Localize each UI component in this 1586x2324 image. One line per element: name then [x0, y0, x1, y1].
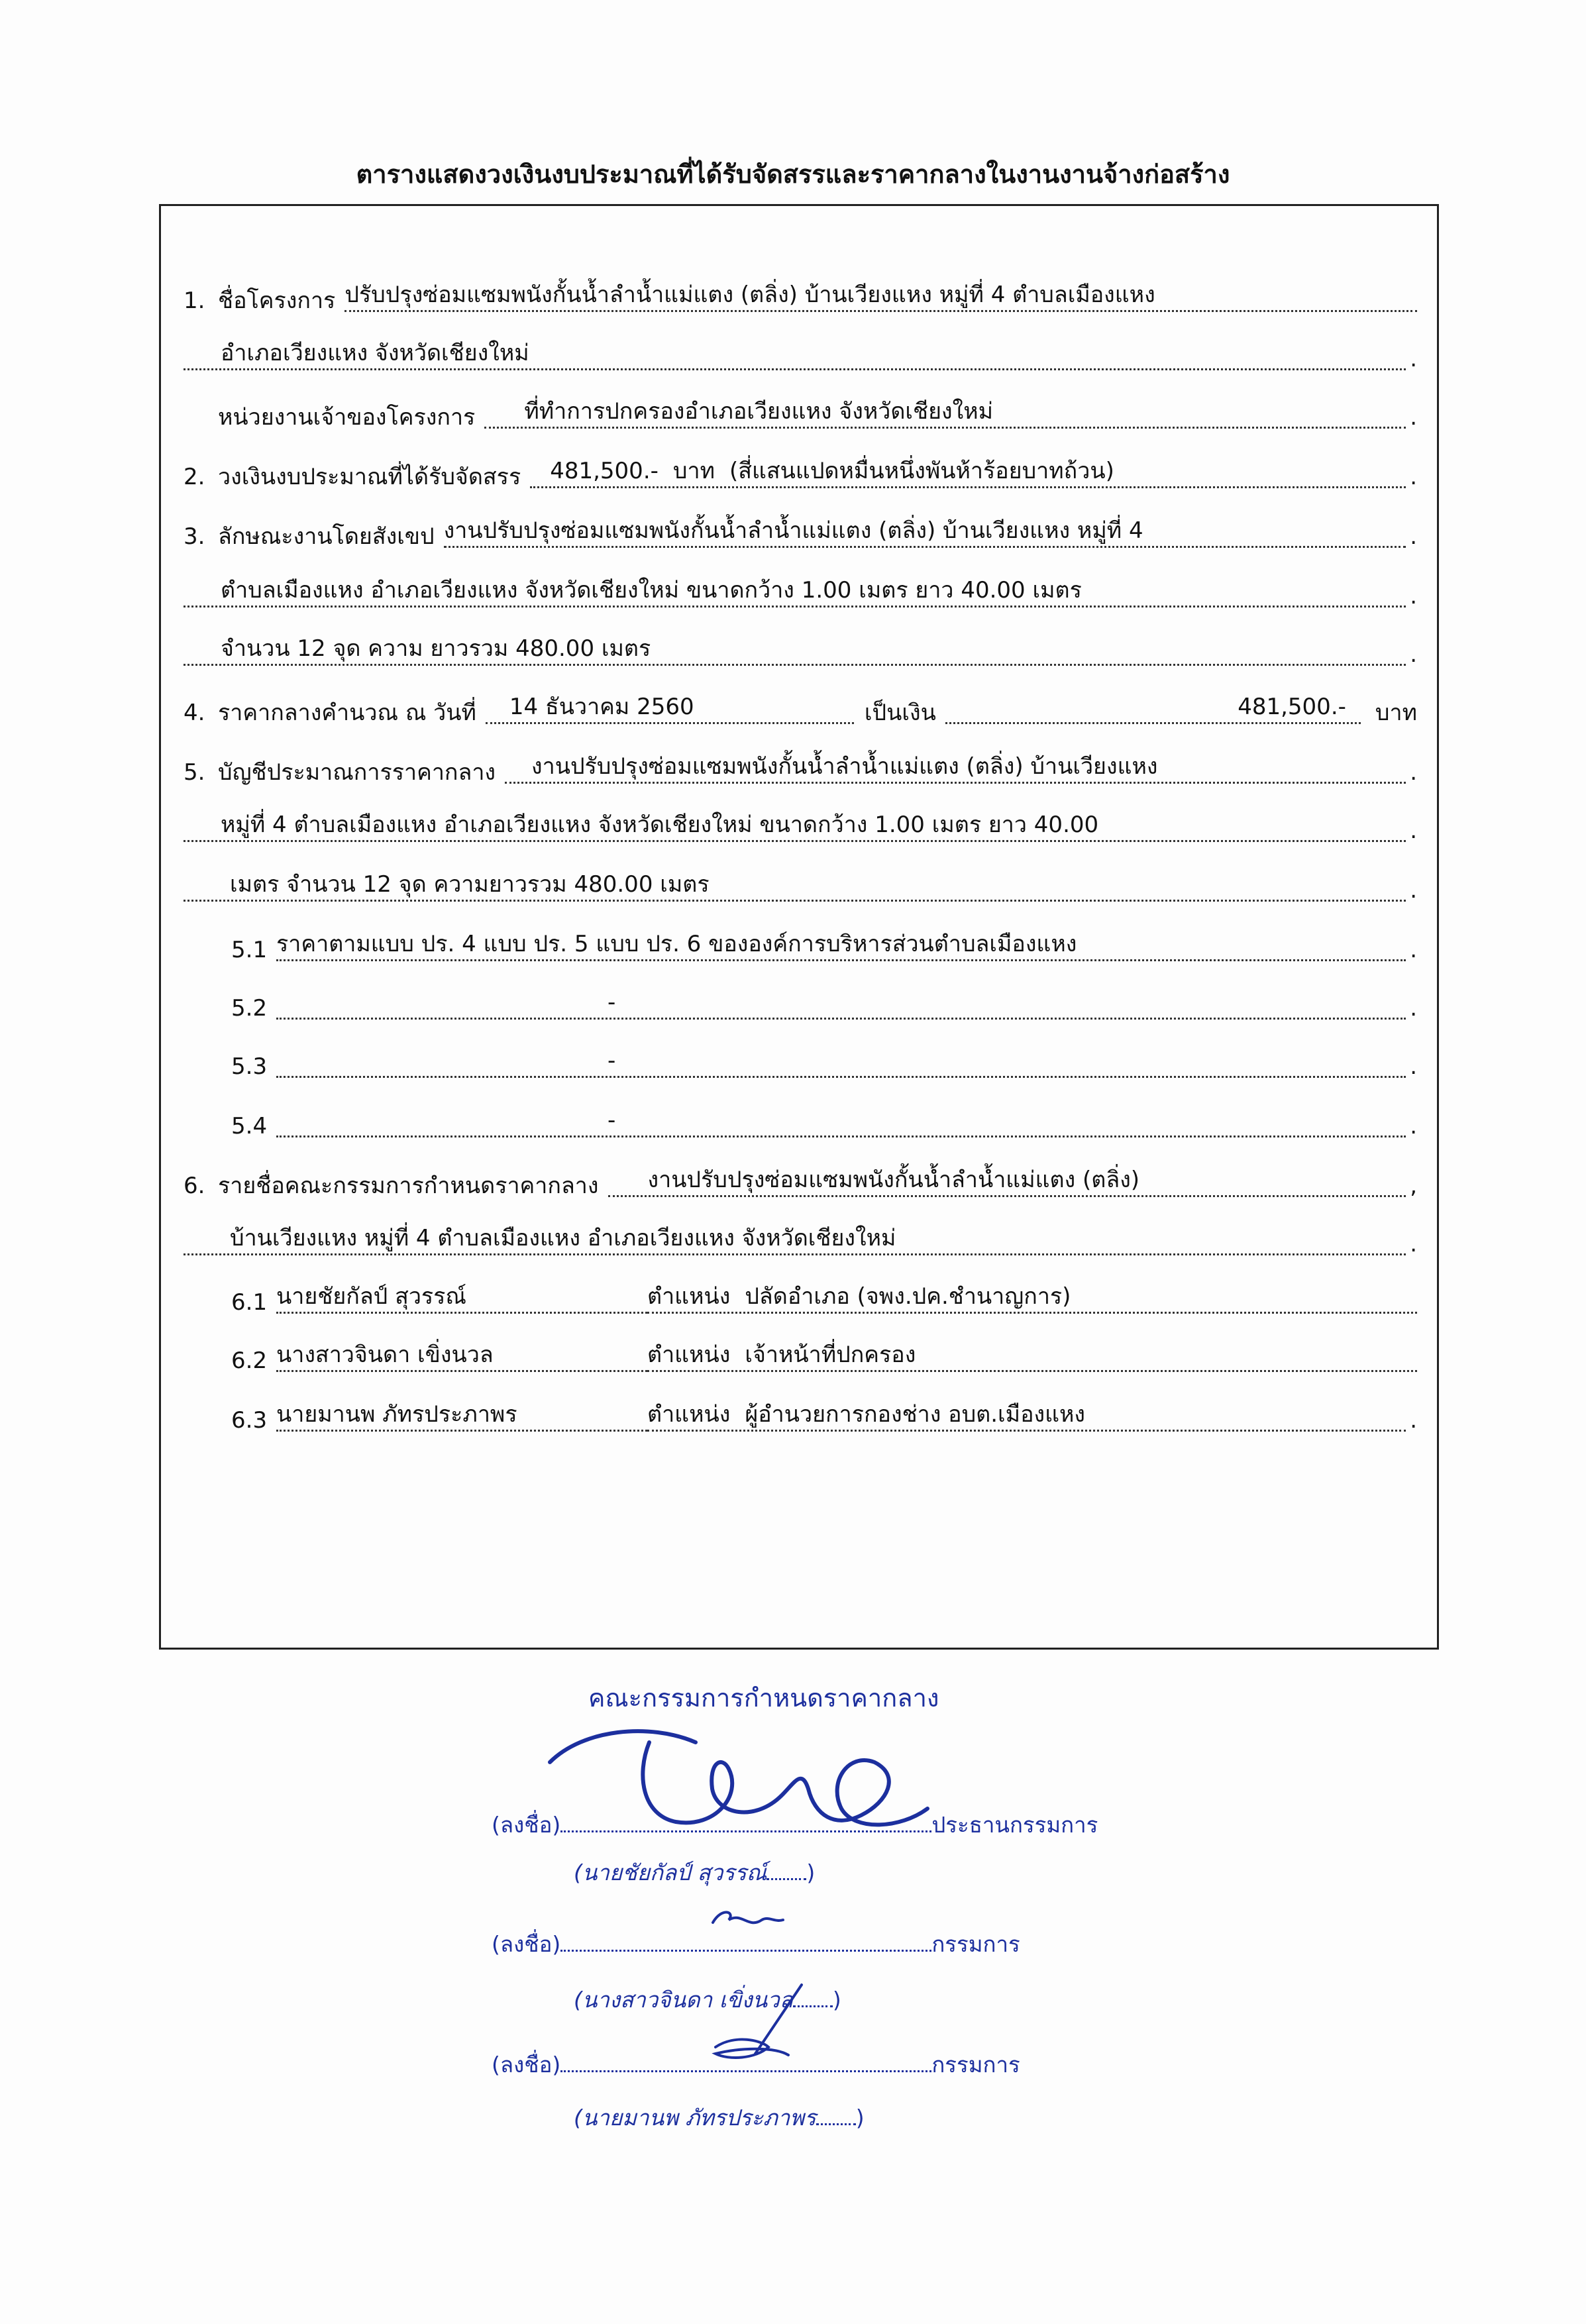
- member-position: ผู้อำนวยการกองช่าง อบต.เมืองแหง: [745, 1401, 1086, 1428]
- owner-field: ที่ทำการปกครองอำเภอเวียงแหง จังหวัดเชียงใหม่: [484, 400, 1406, 429]
- item6-row-2: บ้านเวียงแหง หมู่ที่ 4 ตำบลเมืองแหง อำเภอเวียงแหง จังหวัดเชียงใหม่ .: [184, 1216, 1417, 1255]
- item5-row: 5. บัญชีประมาณการราคากลาง งานปรับปรุงซ่อมแซมพนังกั้นน้ำลำน้ำแม่แตง (ตลิ่ง) บ้านเวียงแหง .: [184, 753, 1417, 786]
- sub-item-number: 6.3: [231, 1407, 268, 1434]
- project-name-field-cont: อำเภอเวียงแหง จังหวัดเชียงใหม่: [184, 342, 1406, 370]
- member-row: 6.3 นายมานพ ภัทรประภาพร ตำแหน่ง ผู้อำนวยการกองช่าง อบต.เมืองแหง .: [231, 1401, 1417, 1434]
- item1-row-2: อำเภอเวียงแหง จังหวัดเชียงใหม่ .: [184, 331, 1417, 370]
- bill-of-quantities-label: บัญชีประมาณการราคากลาง: [218, 759, 496, 786]
- item-number: 5.: [184, 759, 205, 786]
- sub-item-5-3: 5.3 - .: [231, 1047, 1417, 1080]
- item-number: 4.: [184, 700, 205, 726]
- member-name: นายชัยกัลป์ สุวรรณ์: [276, 1283, 466, 1310]
- item5-row-2: หมู่ที่ 4 ตำบลเมืองแหง อำเภอเวียงแหง จังหวัดเชียงใหม่ ขนาดกว้าง 1.00 เมตร ยาว 40.00 .: [184, 802, 1417, 842]
- position-label: ตำแหน่ง: [647, 1283, 731, 1310]
- median-price-unit: บาท: [1375, 700, 1417, 726]
- item-number: 1.: [184, 288, 205, 314]
- owner-label: หน่วยงานเจ้าของโครงการ: [218, 404, 476, 431]
- description-field: งานปรับปรุงซ่อมแซมพนังกั้นน้ำลำน้ำแม่แตง (ตลิ่ง) บ้านเวียงแหง หมู่ที่ 4: [444, 519, 1406, 548]
- owner-row: หน่วยงานเจ้าของโครงการ ที่ทำการปกครองอำเภอเวียงแหง จังหวัดเชียงใหม่ .: [218, 398, 1417, 431]
- member-1-name: (นางสาวจินดา เขิ่งนวล: [574, 1987, 793, 2013]
- median-price-date-label: ราคากลางคำนวณ ณ วันที่: [218, 700, 476, 726]
- member-role: กรรมการ: [931, 2052, 1020, 2078]
- project-name-label: ชื่อโครงการ: [218, 288, 336, 314]
- member-name: นายมานพ ภัทรประภาพร: [276, 1401, 517, 1428]
- item1-row: [184, 272, 1417, 312]
- signature-line-chair: [492, 1807, 1098, 1842]
- chair-name: (นายชัยกัลป์ สุวรรณ์: [574, 1860, 767, 1885]
- committee-heading: คณะกรรมการกำหนดราคากลาง: [588, 1683, 939, 1713]
- item5-row-3: เมตร จำนวน 12 จุด ความยาวรวม 480.00 เมตร .: [184, 862, 1417, 902]
- member-row: [231, 1274, 1417, 1314]
- sub-item-number: 5.2: [231, 995, 268, 1022]
- money-label: เป็นเงิน: [864, 700, 936, 726]
- signature-name-chair: (นายชัยกัลป์ สุวรรณ์ ): [574, 1860, 816, 1885]
- description-label: ลักษณะงานโดยสังเขป: [218, 523, 435, 550]
- sub-item-5-4: 5.4 - .: [231, 1107, 1417, 1139]
- sign-label: (ลงชื่อ): [492, 1812, 561, 1838]
- sub-item-5-2: 5.2 - .: [231, 989, 1417, 1022]
- budget-field: [530, 460, 1406, 488]
- member-role: กรรมการ: [931, 1931, 1020, 1957]
- sub-item-number: 5.1: [231, 937, 268, 963]
- sub-item-5-1: 5.1 ราคาตามแบบ ปร. 4 แบบ ปร. 5 แบบ ปร. 6 ขององค์การบริหารส่วนตำบลเมืองแหง .: [231, 931, 1417, 963]
- item6-row: 6. รายชื่อคณะกรรมการกำหนดราคากลาง งานปรับปรุงซ่อมแซมพนังกั้นน้ำลำน้ำแม่แตง (ตลิ่ง) ,: [184, 1167, 1417, 1199]
- budget-amount: 481,500.-: [550, 458, 659, 484]
- committee-label: รายชื่อคณะกรรมการกำหนดราคากลาง: [218, 1173, 599, 1199]
- sign-label: (ลงชื่อ): [492, 1931, 561, 1957]
- bill-of-quantities-field-cont: หมู่ที่ 4 ตำบลเมืองแหง อำเภอเวียงแหง จังหวัดเชียงใหม่ ขนาดกว้าง 1.00 เมตร ยาว 40.00: [184, 814, 1406, 842]
- description-field-cont: ตำบลเมืองแหง อำเภอเวียงแหง จังหวัดเชียงใหม่ ขนาดกว้าง 1.00 เมตร ยาว 40.00 เมตร: [184, 579, 1406, 607]
- committee-field: งานปรับปรุงซ่อมแซมพนังกั้นน้ำลำน้ำแม่แตง (ตลิ่ง): [608, 1169, 1406, 1197]
- chair-role: ประธานกรรมการ: [931, 1812, 1098, 1838]
- item-number: 2.: [184, 464, 205, 490]
- median-price-date-field: 14 ธันวาคม 2560: [486, 696, 854, 724]
- sub-item-number: 6.2: [231, 1347, 268, 1374]
- member-position: ปลัดอำเภอ (จพง.ปค.ชำนาญการ): [745, 1283, 1071, 1310]
- project-name-field: ปรับปรุงซ่อมแซมพนังกั้นน้ำลำน้ำแม่แตง (ตลิ่ง) บ้านเวียงแหง หมู่ที่ 4 ตำบลเมืองแหง: [344, 284, 1417, 312]
- member-position: เจ้าหน้าที่ปกครอง: [745, 1342, 916, 1368]
- document-table-frame: [159, 204, 1439, 1650]
- sub-item-number: 5.4: [231, 1113, 268, 1139]
- sign-label: (ลงชื่อ): [492, 2052, 561, 2078]
- sub-item-number: 6.1: [231, 1289, 268, 1316]
- item3-row-3: จำนวน 12 จุด ความ ยาวรวม 480.00 เมตร .: [184, 626, 1417, 666]
- median-price-amount-field: 481,500.-: [945, 696, 1361, 724]
- position-label: ตำแหน่ง: [647, 1342, 731, 1368]
- member-name: นางสาวจินดา เขิ่งนวล: [276, 1342, 494, 1368]
- member-2-name: (นายมานพ ภัทรประภาพร: [574, 2105, 816, 2131]
- signature-line-member-1: [492, 1927, 1020, 1962]
- page-title: ตารางแสดงวงเงินงบประมาณที่ได้รับจัดสรรและราคากลางในงานงานจ้างก่อสร้าง: [356, 160, 1230, 189]
- item-number: 3.: [184, 523, 205, 550]
- budget-words: (สี่แสนแปดหมื่นหนึ่งพันห้าร้อยบาทถ้วน): [729, 458, 1114, 484]
- item2-row: 2. วงเงินงบประมาณที่ได้รับจัดสรร 481,500.- บาท (สี่แสนแปดหมื่นหนึ่งพันห้าร้อยบาทถ้วน) .: [184, 458, 1417, 490]
- item3-row: 3. ลักษณะงานโดยสังเขป งานปรับปรุงซ่อมแซมพนังกั้นน้ำลำน้ำแม่แตง (ตลิ่ง) บ้านเวียงแหง หมู่ที่ 4 .: [184, 517, 1417, 550]
- budget-unit: บาท: [672, 458, 715, 484]
- committee-field-cont: บ้านเวียงแหง หมู่ที่ 4 ตำบลเมืองแหง อำเภอเวียงแหง จังหวัดเชียงใหม่: [184, 1227, 1406, 1255]
- item-number: 6.: [184, 1173, 205, 1199]
- member-row: [231, 1332, 1417, 1372]
- bill-of-quantities-field-cont: เมตร จำนวน 12 จุด ความยาวรวม 480.00 เมตร: [184, 873, 1406, 902]
- position-label: ตำแหน่ง: [647, 1401, 731, 1428]
- item4-row: [184, 684, 1417, 724]
- signature-line-member-2: [492, 2047, 1020, 2082]
- item3-row-2: ตำบลเมืองแหง อำเภอเวียงแหง จังหวัดเชียงใหม่ ขนาดกว้าง 1.00 เมตร ยาว 40.00 เมตร .: [184, 568, 1417, 607]
- sub-item-number: 5.3: [231, 1053, 268, 1080]
- signature-name-member-1: (นางสาวจินดา เขิ่งนวล ): [574, 1987, 841, 2013]
- budget-label: วงเงินงบประมาณที่ได้รับจัดสรร: [218, 464, 521, 490]
- description-field-cont: จำนวน 12 จุด ความ ยาวรวม 480.00 เมตร: [184, 637, 1406, 666]
- signature-name-member-2: (นายมานพ ภัทรประภาพร ): [574, 2105, 865, 2131]
- bill-of-quantities-field: งานปรับปรุงซ่อมแซมพนังกั้นน้ำลำน้ำแม่แตง (ตลิ่ง) บ้านเวียงแหง: [505, 755, 1406, 784]
